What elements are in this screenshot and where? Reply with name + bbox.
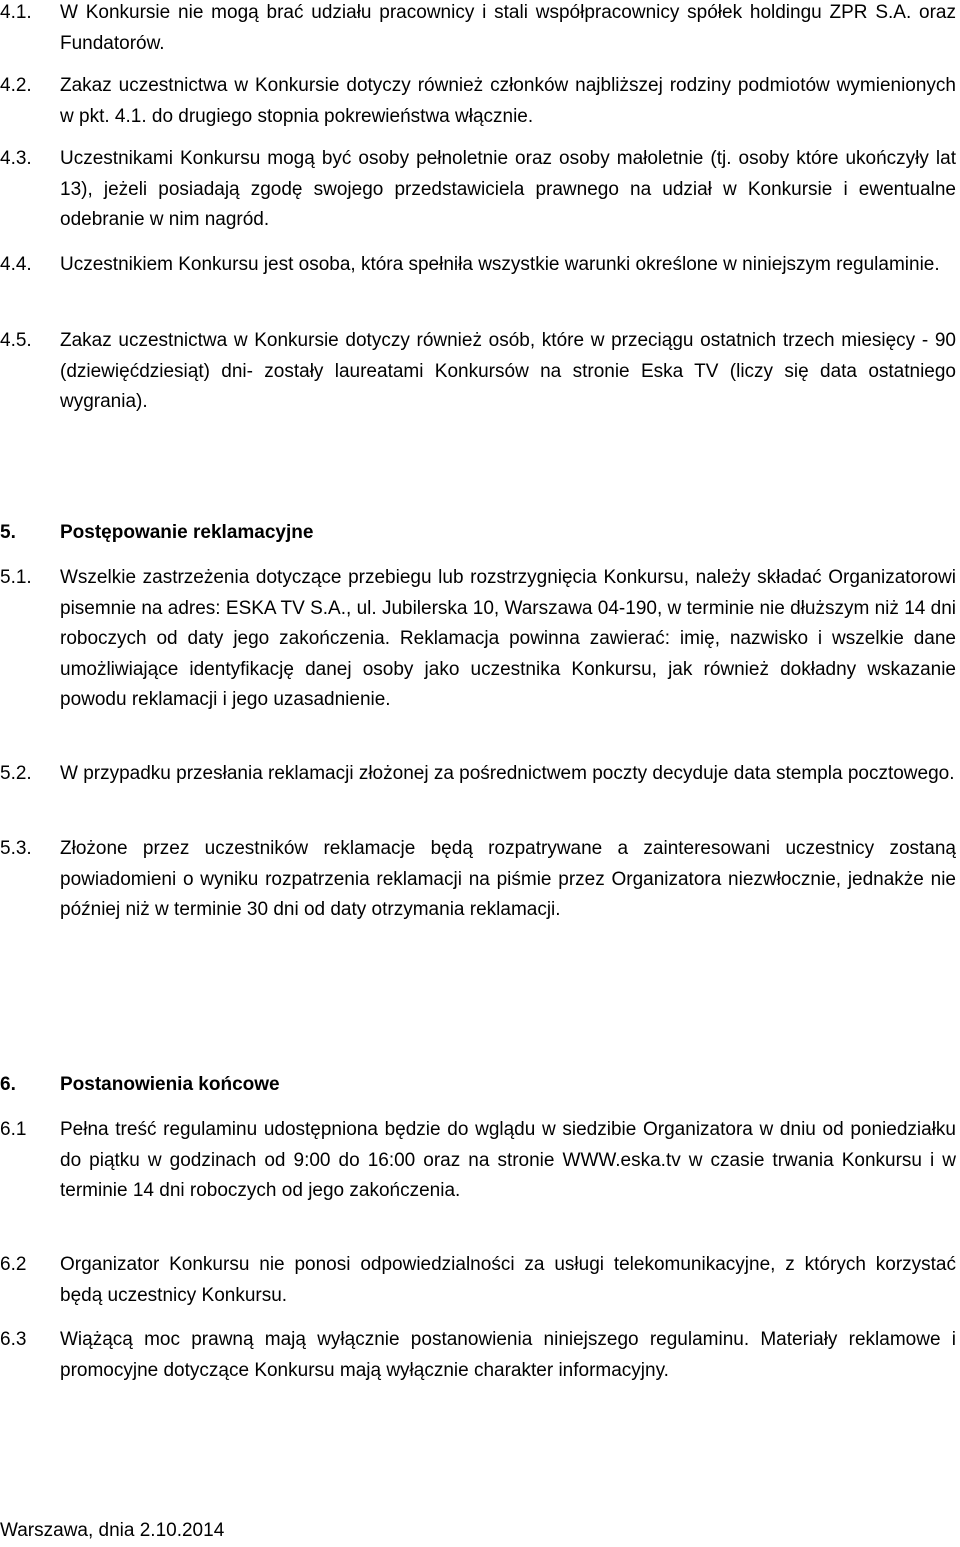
clause-number: 4.3. [0,148,32,169]
section-title: Postanowienia końcowe [60,1074,280,1095]
clause-number: 6.3 [0,1329,27,1350]
clause-text: Zakaz uczestnictwa w Konkursie dotyczy również członków najbliższej rodziny podmiotów wymienionych w pkt. 4.1. do drugiego stopnia pokrewieństwa włącznie. [60,75,956,127]
clause-number: 5.3. [0,838,32,859]
clause-text: Złożone przez uczestników reklamacje będą rozpatrywane a zainteresowani uczestnicy zostaną powiadomieni o wyniku rozpatrzenia reklamacji na piśmie przez Organizatora niezwłocznie, jednakże nie później niż w terminie 30 dni od daty otrzymania reklamacji. [60,838,956,920]
clause-text: Pełna treść regulaminu udostępniona będzie do wglądu w siedzibie Organizatora w dniu od poniedziałku do piątku w godzinach od 9:00 do 16:00 oraz na stronie WWW.eska.tv w czasie trwania Konkursu i w terminie 14 dni roboczych od jego zakończenia. [60,1119,956,1201]
clause-number: 4.1. [0,2,32,23]
clause-text: W Konkursie nie mogą brać udziału pracownicy i stali współpracownicy spółek holdingu ZPR S.A. oraz Fundatorów. [60,2,956,54]
clause-number: 4.5. [0,330,32,351]
clause-text: Zakaz uczestnictwa w Konkursie dotyczy również osób, które w przeciągu ostatnich trzech miesięcy - 90 (dziewięćdziesiąt) dni- zostały laureatami Konkursów na stronie Eska TV (liczy się data ostatniego wygrania). [60,330,956,412]
clause-text: Uczestnikami Konkursu mogą być osoby pełnoletnie oraz osoby małoletnie (tj. osoby które ukończyły lat 13), jeżeli posiadają zgodę swojego przedstawiciela prawnego na udział w Konkursie i ewentualne odebranie w nim nagród. [60,148,956,230]
clause-number: 5.2. [0,763,32,784]
clause-number: 4.4. [0,254,32,275]
clause-text: W przypadku przesłania reklamacji złożonej za pośrednictwem poczty decyduje data stempla pocztowego. [60,763,955,784]
clause-text: Wszelkie zastrzeżenia dotyczące przebiegu lub rozstrzygnięcia Konkursu, należy składać Organizatorowi pisemnie na adres: ESKA TV S.A., ul. Jubilerska 10, Warszawa 04-190, w terminie nie dłuższym niż 14 dni roboczych od daty jego zakończenia. Reklamacja powinna zawierać: imię, nazwisko i wszelkie dane umożliwiające identyfikację danej osoby jako uczestnika Konkursu, jak również dokładny wskazanie powodu reklamacji i jego uzasadnienie. [60,567,956,710]
section-title: Postępowanie reklamacyjne [60,522,314,543]
footer-date: Warszawa, dnia 2.10.2014 [0,1520,225,1541]
clause-number: 6.1 [0,1119,27,1140]
clause-number: 5.1. [0,567,32,588]
clause-number: 6.2 [0,1254,27,1275]
clause-number: 4.2. [0,75,32,96]
clause-text: Organizator Konkursu nie ponosi odpowiedzialności za usługi telekomunikacyjne, z których korzystać będą uczestnicy Konkursu. [60,1254,956,1306]
section-number: 5. [0,522,16,543]
clause-text: Wiążącą moc prawną mają wyłącznie postanowienia niniejszego regulaminu. Materiały reklamowe i promocyjne dotyczące Konkursu mają wyłącznie charakter informacyjny. [60,1329,956,1381]
clause-text: Uczestnikiem Konkursu jest osoba, która spełniła wszystkie warunki określone w niniejszym regulaminie. [60,254,940,275]
section-number: 6. [0,1074,16,1095]
